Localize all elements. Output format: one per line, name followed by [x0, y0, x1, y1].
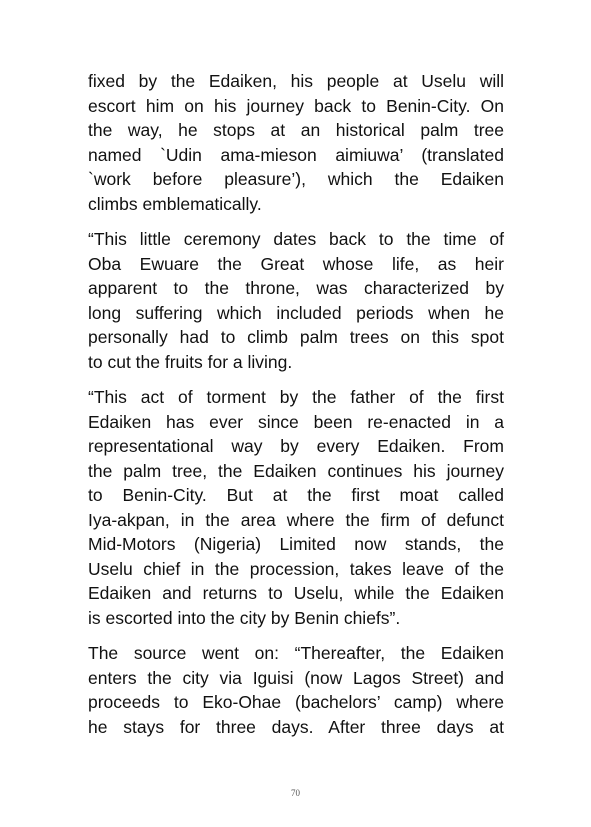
text-line: proceeds to Eko-Ohae (bachelors’ camp) where — [88, 692, 504, 712]
text-line: Edaiken has ever since been re-enacted in a — [88, 411, 504, 432]
text-line: The source went on: “Thereafter, the Edaiken — [88, 643, 504, 663]
text-line: Mid-Motors (Nigeria) Limited now stands, the — [88, 534, 504, 554]
text-line: fixed by the Edaiken, his people at Uselu will — [88, 71, 504, 91]
text-line: Iya-akpan, in the area where the firm of defunct — [88, 509, 504, 530]
text-line: apparent to the throne, was characterized by — [88, 278, 504, 298]
text-line: long suffering which included periods when he — [88, 302, 504, 323]
document-page — [88, 69, 504, 750]
text-line: “This little ceremony dates back to the time of — [88, 229, 504, 249]
text-line: Edaiken and returns to Uselu, while the Edaiken — [88, 583, 504, 603]
text-line: personally had to climb palm trees on this spot — [88, 327, 504, 347]
text-line: climbs emblematically. — [88, 193, 262, 214]
text-line: Oba Ewuare the Great whose life, as heir — [88, 253, 504, 274]
text-line: escort him on his journey back to Benin-City. On — [88, 95, 504, 116]
text-line: the way, he stops at an historical palm tree — [88, 120, 504, 140]
text-line: is escorted into the city by Benin chiefs”. — [88, 607, 401, 628]
paragraph-3 — [88, 385, 504, 630]
text-line: representational way by every Edaiken. From — [88, 436, 504, 456]
text-line: enters the city via Iguisi (now Lagos Street) and — [88, 667, 504, 688]
page-number: 70 — [291, 788, 300, 798]
text-line: to Benin-City. But at the first moat called — [88, 485, 504, 505]
text-line: named `Udin ama-mieson aimiuwa’ (translated — [88, 144, 504, 165]
paragraph-2 — [88, 227, 504, 374]
text-line: the palm tree, the Edaiken continues his journey — [88, 460, 504, 481]
text-line: “This act of torment by the father of the first — [88, 387, 504, 407]
text-line: he stays for three days. After three days at — [88, 716, 504, 737]
paragraph-4 — [88, 641, 504, 739]
paragraph-1 — [88, 69, 504, 216]
text-line: Uselu chief in the procession, takes leave of the — [88, 558, 504, 579]
text-line: `work before pleasure’), which the Edaiken — [88, 169, 504, 189]
text-line: to cut the fruits for a living. — [88, 351, 293, 372]
